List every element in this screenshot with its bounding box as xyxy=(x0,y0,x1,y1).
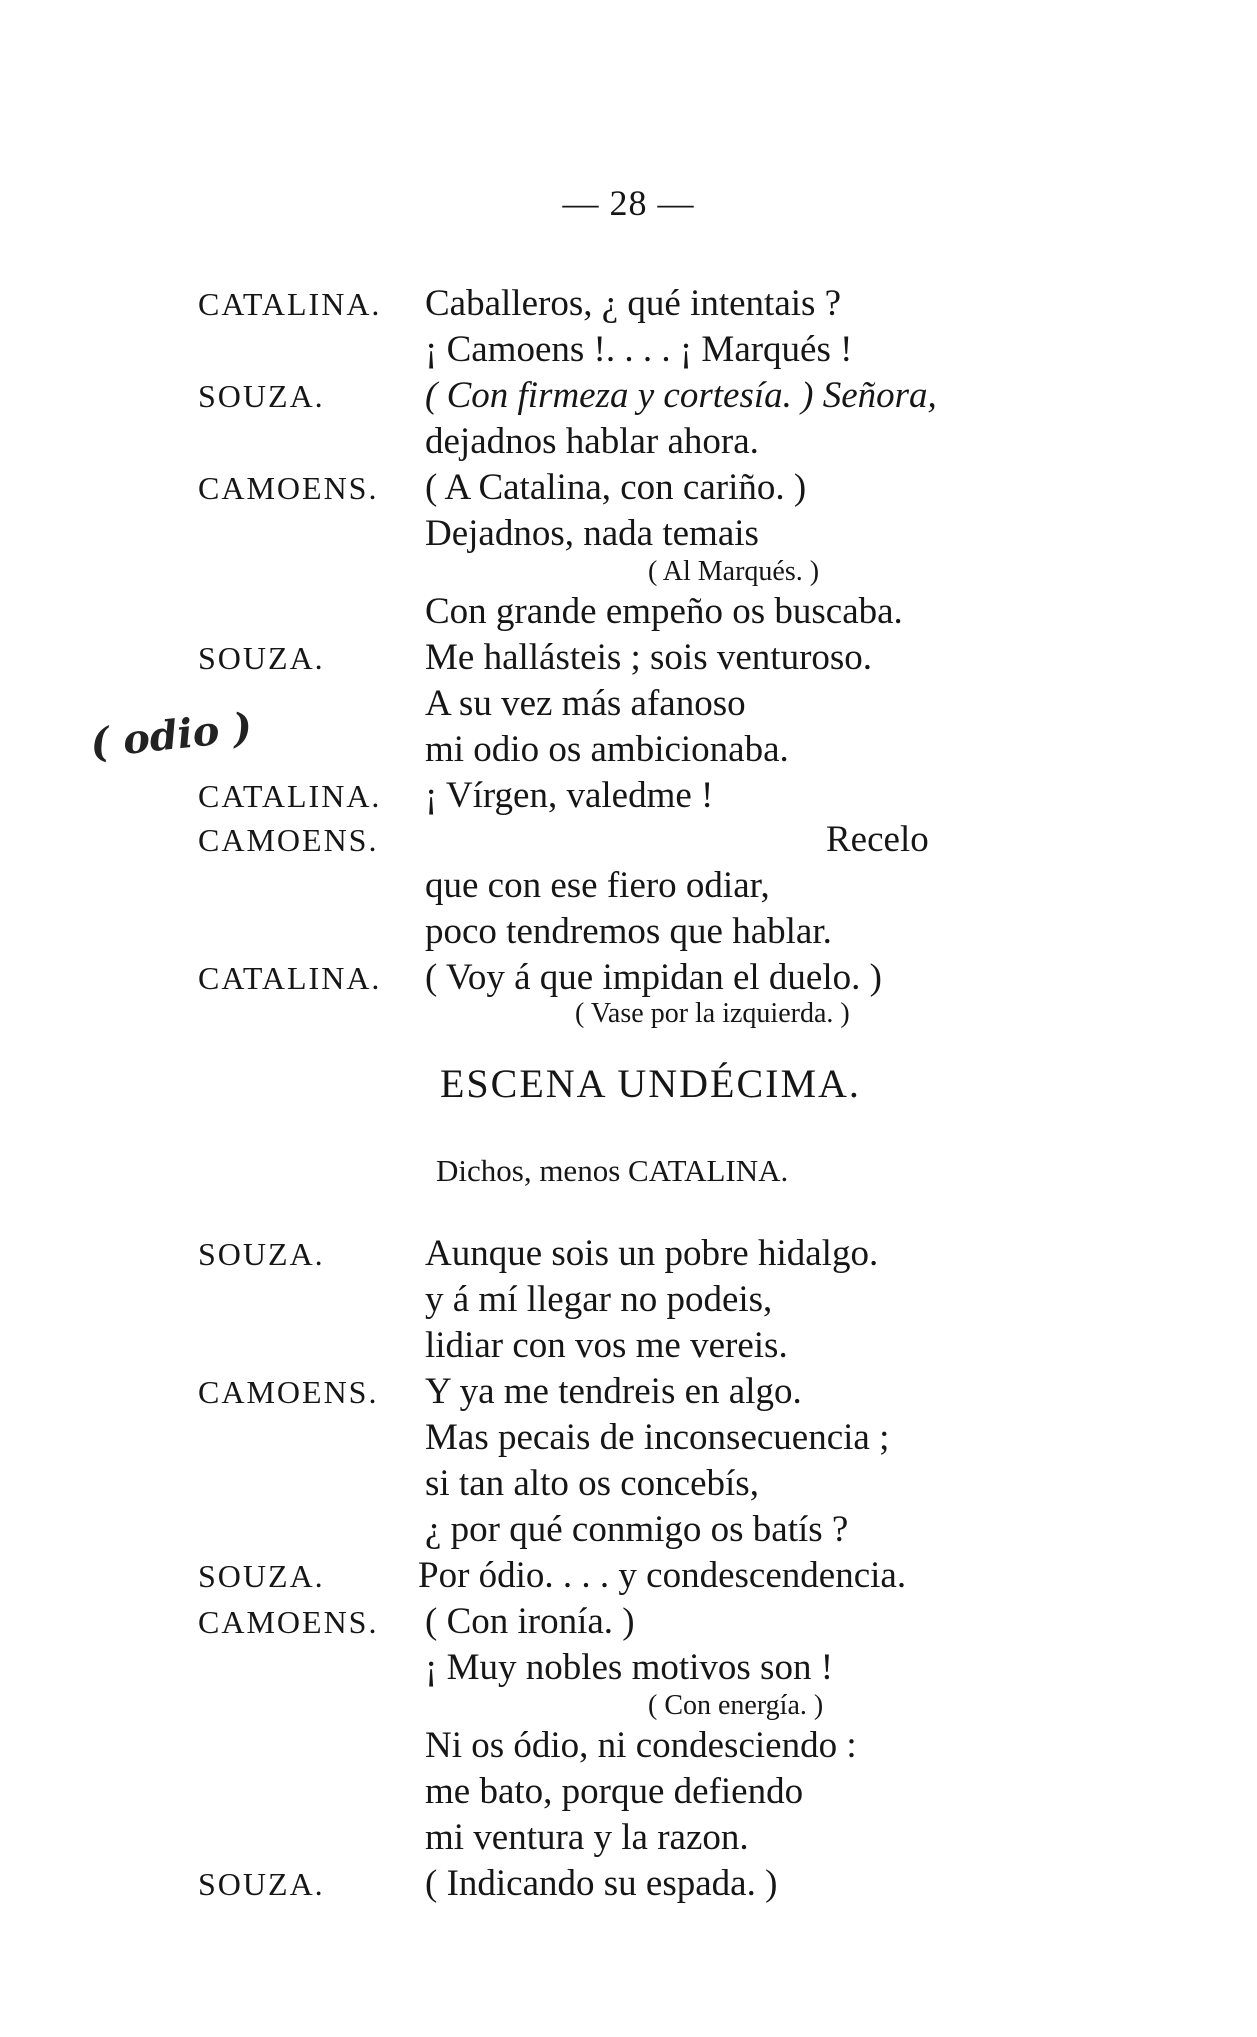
dialogue-line xyxy=(0,910,1257,958)
verse-text: lidiar con vos me vereis. xyxy=(425,1325,788,1366)
speaker-name: CAMOENS. xyxy=(198,822,379,858)
verse-text: Aunque sois un pobre hidalgo. xyxy=(425,1233,879,1274)
dialogue-line xyxy=(0,1554,1257,1602)
verse-text: que con ese fiero odiar, xyxy=(425,865,770,906)
verse-text: y á mí llegar no podeis, xyxy=(425,1279,773,1320)
verse-text: ( Voy á que impidan el duelo. ) xyxy=(425,957,882,998)
dialogue-line xyxy=(0,1724,1257,1772)
speaker-name: CAMOENS. xyxy=(198,1374,379,1410)
verse-text: Con grande empeño os buscaba. xyxy=(425,591,903,632)
verse-text: A su vez más afanoso xyxy=(425,683,746,724)
verse-text: mi odio os ambicionaba. xyxy=(425,729,789,770)
dialogue-line xyxy=(0,282,1257,330)
dialogue-line xyxy=(0,1508,1257,1556)
dialogue-line xyxy=(0,328,1257,376)
verse-text: ¡ Muy nobles motivos son ! xyxy=(425,1647,834,1688)
dialogue-line xyxy=(0,818,1257,866)
verse-text: me bato, porque defiendo xyxy=(425,1771,804,1812)
dialogue-line xyxy=(0,728,1257,776)
speaker-name: SOUZA. xyxy=(198,1558,325,1594)
dialogue-line xyxy=(0,774,1257,822)
verse-text: Por ódio. . . . y condescendencia. xyxy=(418,1555,907,1596)
verse-text: Me hallásteis ; sois venturoso. xyxy=(425,637,873,678)
margin-note: ( odio ) xyxy=(87,703,255,768)
dialogue-line xyxy=(0,590,1257,638)
dialogue-line xyxy=(0,864,1257,912)
page-number: — 28 — xyxy=(562,183,695,223)
verse-text: Y ya me tendreis en algo. xyxy=(425,1371,802,1412)
verse-text: Recelo xyxy=(826,819,929,860)
verse-text: Ni os ódio, ni condesciendo : xyxy=(425,1725,857,1766)
dialogue-line xyxy=(0,1370,1257,1418)
speaker-name: SOUZA. xyxy=(198,640,325,676)
speaker-name: SOUZA. xyxy=(198,1236,325,1272)
dialogue-line xyxy=(0,1416,1257,1464)
speaker-name: CAMOENS. xyxy=(198,470,379,506)
speaker-name: CAMOENS. xyxy=(198,1604,379,1640)
stage-direction-line xyxy=(0,998,1257,1046)
dialogue-line xyxy=(0,1646,1257,1694)
dialogue-line xyxy=(0,1324,1257,1372)
verse-text: Caballeros, ¿ qué intentais ? xyxy=(425,283,842,324)
stage-direction: ( Con energía. ) xyxy=(648,1690,824,1721)
verse-text: ¡ Camoens !. . . . ¡ Marqués ! xyxy=(425,329,853,370)
verse-text: dejadnos hablar ahora. xyxy=(425,421,759,462)
verse-text: si tan alto os concebís, xyxy=(425,1463,759,1504)
dialogue-line xyxy=(0,1816,1257,1864)
dialogue-line xyxy=(0,636,1257,684)
dialogue-line xyxy=(0,1600,1257,1648)
stage-direction: ( Con ironía. ) xyxy=(425,1601,635,1642)
scene-title: ESCENA UNDÉCIMA. xyxy=(440,1061,861,1106)
dialogue-line xyxy=(0,466,1257,514)
speaker-name: CATALINA. xyxy=(198,778,382,814)
verse-text: Dejadnos, nada temais xyxy=(425,513,759,554)
stage-direction: ( Indicando su espada. ) xyxy=(425,1863,778,1904)
verse-text: Mas pecais de inconsecuencia ; xyxy=(425,1417,890,1458)
stage-direction: ( A Catalina, con cariño. ) xyxy=(425,467,807,508)
speaker-name: CATALINA. xyxy=(198,960,382,996)
stage-direction: ( Vase por la izquierda. ) xyxy=(575,998,850,1029)
speaker-name: SOUZA. xyxy=(198,1866,325,1902)
dialogue-line xyxy=(0,374,1257,422)
scene-cast: Dichos, menos CATALINA. xyxy=(436,1153,789,1188)
dialogue-line xyxy=(0,1232,1257,1280)
dialogue-line xyxy=(0,1462,1257,1510)
dialogue-line xyxy=(0,1770,1257,1818)
dialogue-line xyxy=(0,682,1257,730)
dialogue-line xyxy=(0,1862,1257,1910)
dialogue-line xyxy=(0,512,1257,560)
verse-text: ( Con firmeza y cortesía. ) Señora, xyxy=(425,375,937,416)
dialogue-line xyxy=(0,956,1257,1004)
verse-text: mi ventura y la razon. xyxy=(425,1817,749,1858)
dialogue-line xyxy=(0,420,1257,468)
verse-text: poco tendremos que hablar. xyxy=(425,911,832,952)
verse-text: ¡ Vírgen, valedme ! xyxy=(425,775,714,816)
verse-text: ¿ por qué conmigo os batís ? xyxy=(425,1509,849,1550)
speaker-name: CATALINA. xyxy=(198,286,382,322)
speaker-name: SOUZA. xyxy=(198,378,325,414)
dialogue-line xyxy=(0,1278,1257,1326)
stage-direction: ( Al Marqués. ) xyxy=(648,556,820,587)
